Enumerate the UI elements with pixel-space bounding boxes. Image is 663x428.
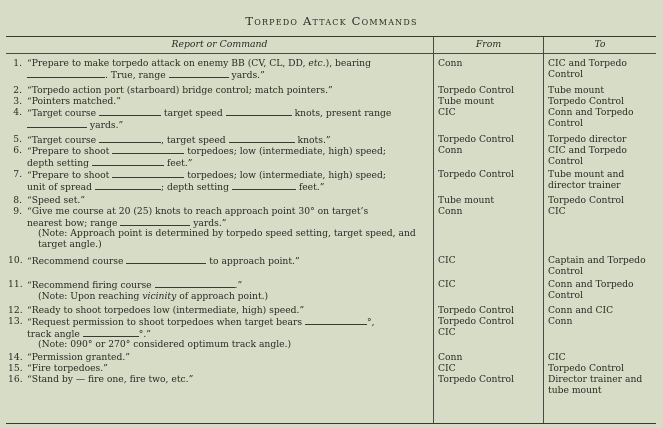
row-from: Torpedo Control CIC bbox=[438, 316, 515, 338]
row-from: Torpedo Control bbox=[438, 169, 515, 180]
row-from: Torpedo Control bbox=[438, 134, 515, 145]
commands-table: Report or Command From To 1. “Prepare to make torpedo attack on enemy BB (CV, CL, DD, etc.), bearing . True, range yards.” Conn CIC and Torpedo Control 2. “Torpedo action port (starboard) bridge control; match pointers.” Torpedo Control Tube mount 3. “Pointers matched.” Tube mount Torpedo Control 4. “Target course target speed knots, present range yards.” CIC Conn and Torpedo Control 5. “Target course , target speed knots.” Torpedo Control Torpedo director 6. “Prepare to shoot torpedoes; low (intermediate, high) speed; depth setting feet.” Conn CIC and Torpedo Control 7. “Prepare to shoot torpedoes; low (intermediate, high) speed; unit of spread ; depth setting feet.” Torpedo Control Tube mount and director trainer 8. “Speed set.” Tube mount Torpedo Control 9. “Give me course at 20 (25) knots to reach approach point 30° on target’s nearest bow; range yards.” (Note: Approach point is determined by torpedo speed setting, target speed, and target angle.) Conn CIC 10. “Recommend course to approach point.” CIC Captain and Torpedo Control 11. “Recommend firing course .” (Note: Upon reaching vicinity of approach point.) CIC Conn and Torpedo Control 12. “Ready to shoot torpedoes low (intermediate, high) speed.” Torpedo Control Conn and CIC 13. “Request permission to shoot torpedoes when target bears °, track angle °.” (Note: 090° or 270° considered optimum track angle.) Torpedo Control CIC Conn 14. “Permission granted.” Conn CIC 15. “Fire torpedoes.” CIC Torpedo Control 16. “Stand by — fire one, fire two, etc.” Torpedo Control Director trainer and tube mount bbox=[6, 36, 656, 424]
row-command: “Stand by — fire one, fire two, etc.” bbox=[27, 374, 194, 385]
header-command: Report or Command bbox=[171, 39, 268, 50]
column-divider bbox=[433, 37, 434, 423]
row-command: “Speed set.” bbox=[27, 195, 86, 206]
row-from: Conn bbox=[438, 58, 463, 69]
row-to: Director trainer and tube mount bbox=[548, 374, 643, 396]
row-from: Tube mount bbox=[438, 195, 495, 206]
row-to: Conn bbox=[548, 316, 573, 327]
row-from: Torpedo Control bbox=[438, 85, 515, 96]
row-to: CIC bbox=[548, 206, 566, 217]
row-to: Torpedo Control bbox=[548, 363, 625, 374]
row-from: Conn bbox=[438, 352, 463, 363]
row-command: “Target course , target speed knots.” bbox=[27, 135, 331, 146]
row-command: “Permission granted.” bbox=[27, 352, 130, 363]
row-from: Conn bbox=[438, 145, 463, 156]
row-command: “Request permission to shoot torpedoes when target bears °, track angle °.” (Note: 090° or 270° considered optimum track angle.) bbox=[27, 317, 431, 351]
page-title: Torpedo Attack Commands bbox=[245, 14, 418, 28]
row-command: “Give me course at 20 (25) knots to reach approach point 30° on target’s nearest bow; range yards.” (Note: Approach point is determined by torpedo speed setting, target speed, and target angle.) bbox=[27, 207, 431, 250]
row-command: “Recommend firing course .” (Note: Upon reaching vicinity of approach point.) bbox=[27, 280, 431, 302]
row-from: CIC bbox=[438, 363, 456, 374]
header-from: From bbox=[475, 39, 502, 50]
row-to: CIC and Torpedo Control bbox=[548, 145, 627, 167]
table-header bbox=[6, 37, 656, 54]
row-to: Conn and Torpedo Control bbox=[548, 107, 634, 129]
row-command: “Target course target speed knots, present range yards.” bbox=[27, 108, 392, 131]
row-command: “Ready to shoot torpedoes low (intermediate, high) speed.” bbox=[27, 305, 305, 316]
row-to: Torpedo director bbox=[548, 134, 627, 145]
row-to: Captain and Torpedo Control bbox=[548, 255, 646, 277]
header-to: To bbox=[594, 39, 606, 50]
row-from: Torpedo Control bbox=[438, 374, 515, 385]
row-command: “Prepare to shoot torpedoes; low (intermediate, high) speed; unit of spread ; depth setting feet.” bbox=[27, 170, 386, 193]
row-from: Torpedo Control bbox=[438, 305, 515, 316]
row-note: (Note: Upon reaching vicinity of approach point.) bbox=[38, 290, 269, 302]
row-to: Torpedo Control bbox=[548, 195, 625, 206]
row-number: 1. bbox=[13, 58, 22, 69]
row-from: CIC bbox=[438, 255, 456, 266]
row-command: “Torpedo action port (starboard) bridge control; match pointers.” bbox=[27, 85, 333, 96]
row-command: “Pointers matched.” bbox=[27, 96, 121, 107]
row-to: CIC and Torpedo Control bbox=[548, 58, 627, 80]
row-from: CIC bbox=[438, 279, 456, 290]
row-note: (Note: 090° or 270° considered optimum track angle.) bbox=[38, 339, 292, 351]
row-command: “Prepare to make torpedo attack on enemy BB (CV, CL, DD, etc.), bearing . True, range yards.” bbox=[27, 58, 371, 81]
row-to: Torpedo Control bbox=[548, 96, 625, 107]
row-from: Tube mount bbox=[438, 96, 495, 107]
row-command: “Recommend course to approach point.” bbox=[27, 256, 300, 267]
row-to: Conn and CIC bbox=[548, 305, 614, 316]
row-to: Conn and Torpedo Control bbox=[548, 279, 634, 301]
row-to: CIC bbox=[548, 352, 566, 363]
row-command: “Fire torpedoes.” bbox=[27, 363, 108, 374]
column-divider bbox=[543, 37, 544, 423]
row-to: Tube mount bbox=[548, 85, 605, 96]
row-to: Tube mount and director trainer bbox=[548, 169, 625, 191]
row-from: Conn bbox=[438, 206, 463, 217]
row-note: (Note: Approach point is determined by torpedo speed setting, target speed, and target angle.) bbox=[38, 228, 416, 250]
row-command: “Prepare to shoot torpedoes; low (intermediate, high) speed; depth setting feet.” bbox=[27, 146, 386, 169]
row-from: CIC bbox=[438, 107, 456, 118]
